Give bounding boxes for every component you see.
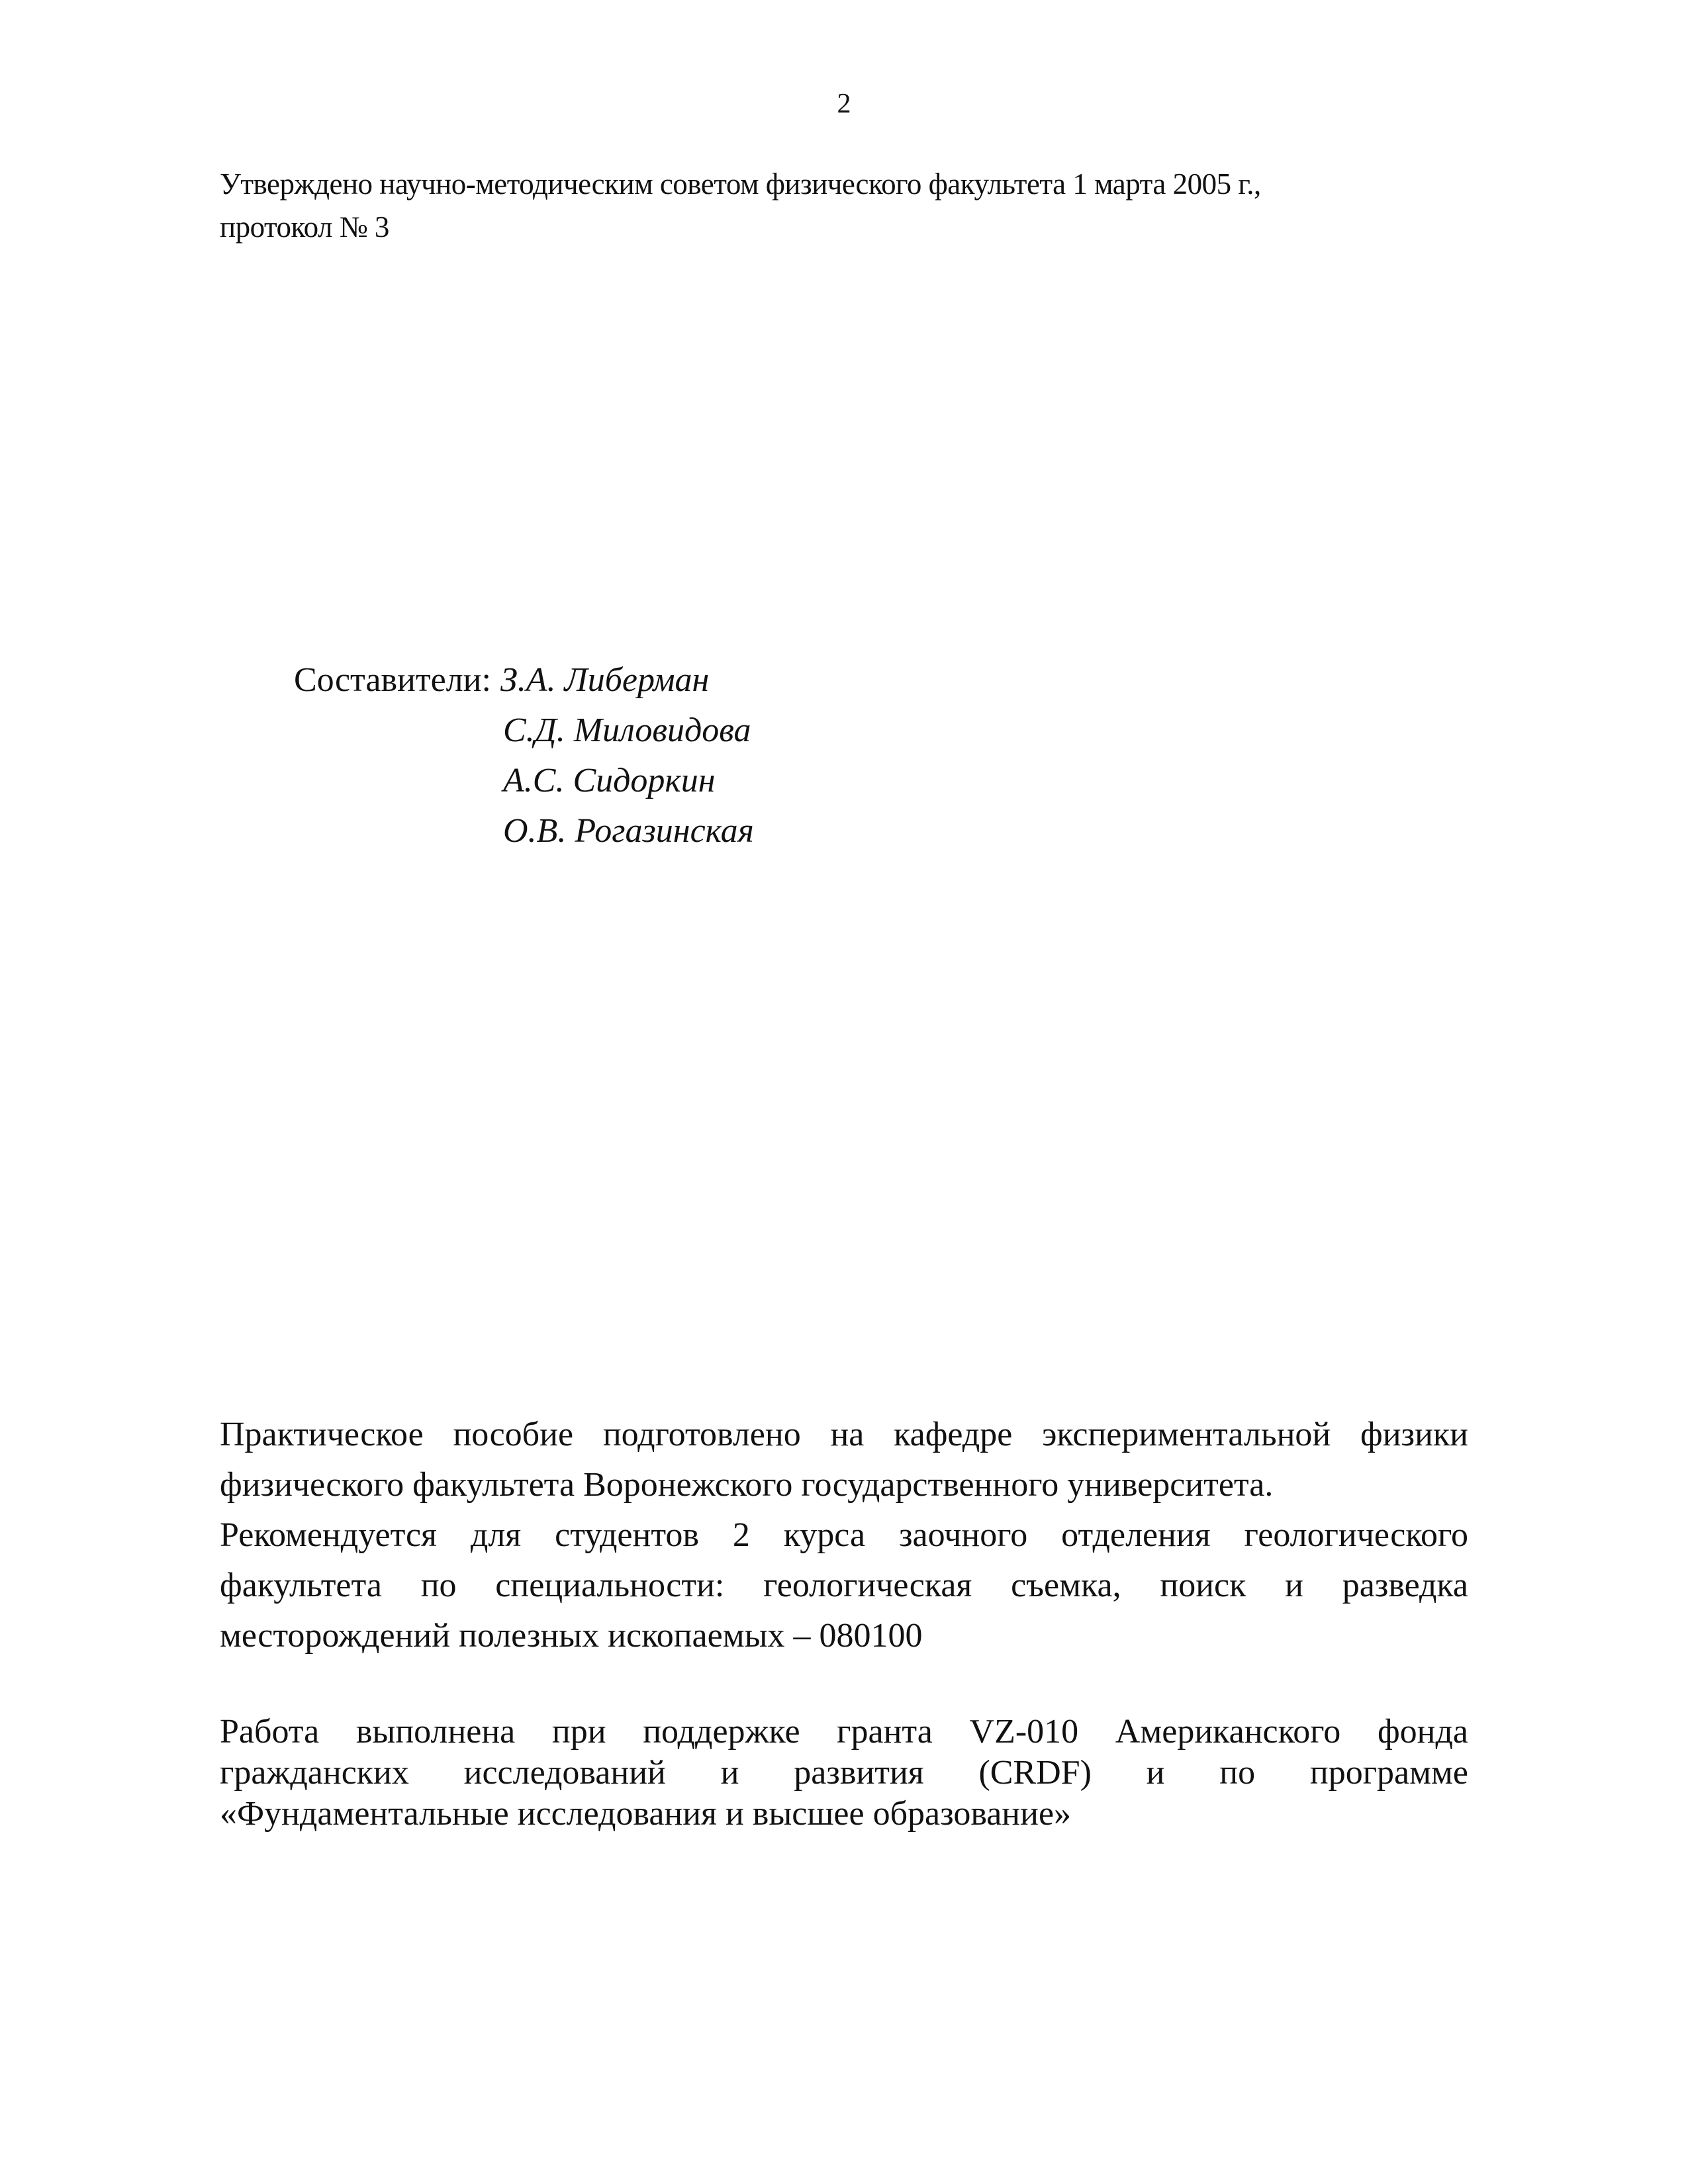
paragraph-line: физического факультета Воронежского государственного университета. — [220, 1466, 1274, 1504]
paragraph-line: Рекомендуется для студентов 2 курса заочного отделения геологического — [220, 1516, 1468, 1554]
grant-paragraph — [220, 1711, 1468, 1835]
compiler-name: О.В. Рогазинская — [503, 812, 754, 850]
compilers-list — [500, 655, 754, 856]
approval-protocol-line: протокол № 3 — [220, 210, 389, 244]
paragraph-line: месторождений полезных ископаемых – 080100 — [220, 1617, 923, 1655]
compiler-name: С.Д. Миловидова — [503, 711, 751, 749]
compiler-name: З.А. Либерман — [500, 661, 710, 699]
recommended-paragraph — [220, 1510, 1468, 1661]
paragraph-line: гражданских исследований и развития (CRDF) и по программе — [220, 1754, 1468, 1792]
prepared-paragraph — [220, 1410, 1468, 1510]
paragraph-line: Практическое пособие подготовлено на кафедре экспериментальной физики — [220, 1416, 1468, 1453]
compilers-label: Составители: — [294, 661, 491, 699]
compiler-name: А.С. Сидоркин — [503, 762, 716, 799]
approval-note — [220, 163, 1477, 249]
page-number: 2 — [837, 89, 851, 119]
paragraph-line: факультета по специальности: геологическая съемка, поиск и разведка — [220, 1567, 1468, 1604]
paragraph-line: Работа выполнена при поддержке гранта VZ-010 Американского фонда — [220, 1713, 1468, 1751]
paragraph-line: «Фундаментальные исследования и высшее образование» — [220, 1795, 1072, 1833]
approval-line: Утверждено научно-методическим советом физического факультета 1 марта 2005 г., — [220, 167, 1261, 201]
